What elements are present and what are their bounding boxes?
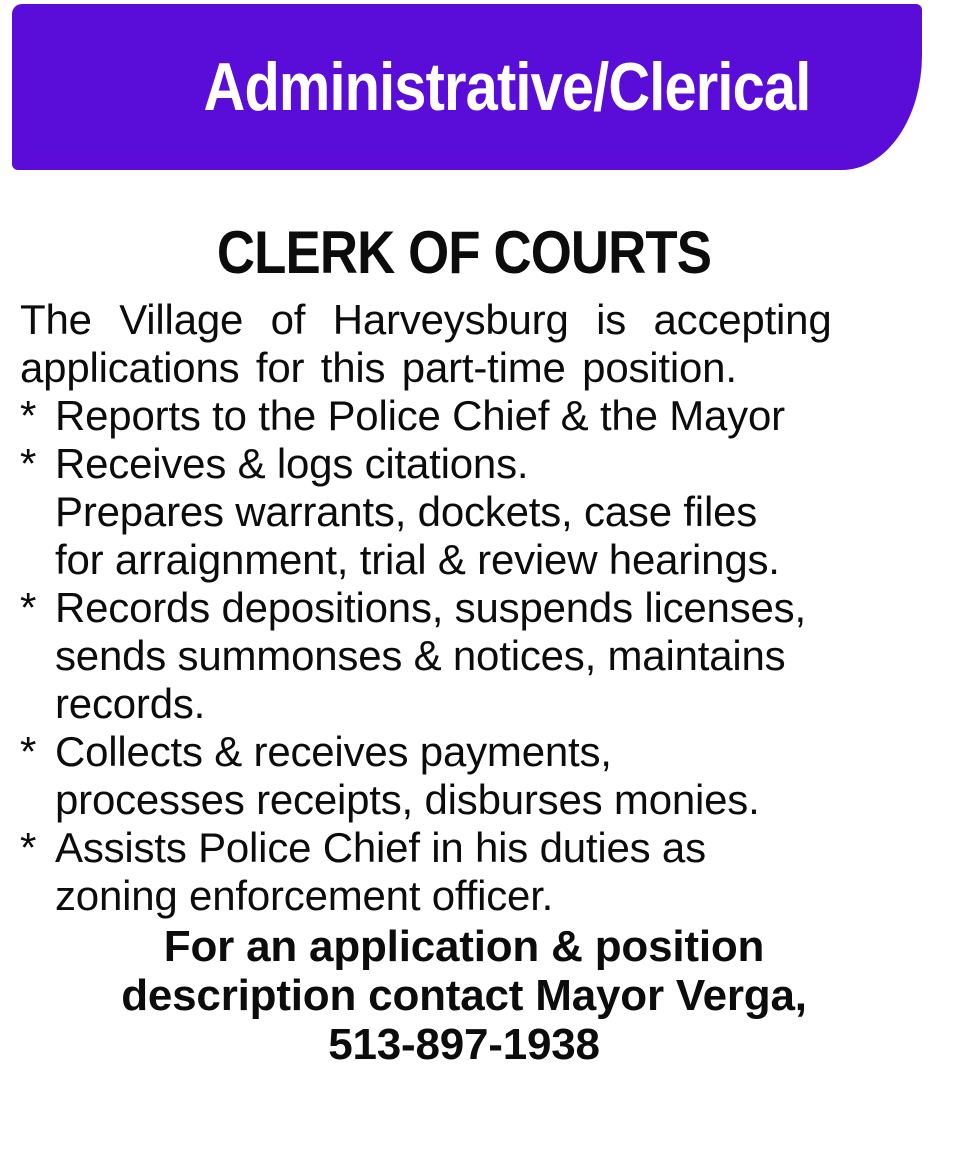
- bullet-line: Records depositions, suspends licenses,: [55, 584, 806, 631]
- category-label: Administrative/Clerical: [203, 49, 811, 125]
- bullet-line: Prepares warrants, dockets, case files: [55, 488, 758, 535]
- bullet-lines: [55, 440, 908, 584]
- bullet-item: [20, 392, 908, 440]
- bullet-marker: *: [20, 440, 37, 487]
- ad-title: CLERK OF COURTS: [216, 219, 712, 286]
- contact-line: description contact Mayor Verga,: [121, 971, 807, 1020]
- intro-line: applications for this part-time position.: [20, 344, 737, 391]
- bullet-line: Assists Police Chief in his duties as: [55, 824, 706, 871]
- bullet-item: [20, 440, 908, 584]
- contact-block: [20, 922, 908, 1069]
- bullet-line: Reports to the Police Chief & the Mayor: [55, 392, 785, 439]
- bullet-line: processes receipts, disburses monies.: [55, 776, 760, 823]
- bullet-marker: *: [20, 584, 37, 631]
- bullet-item: [20, 824, 908, 920]
- bullet-line: zoning enforcement officer.: [55, 872, 554, 919]
- bullet-line: records.: [55, 680, 206, 727]
- bullet-marker: *: [20, 728, 37, 775]
- bullet-line: for arraignment, trial & review hearings.: [55, 536, 780, 583]
- bullet-line: Collects & receives payments,: [55, 728, 612, 775]
- bullet-item: [20, 728, 908, 824]
- bullet-lines: [55, 824, 908, 920]
- bullet-line: Receives & logs citations.: [55, 440, 529, 487]
- bullet-marker: *: [20, 392, 37, 439]
- phone-number: 513-897-1938: [328, 1020, 600, 1069]
- bullet-lines: [55, 584, 908, 728]
- contact-line: For an application & position: [163, 922, 765, 971]
- ad-text: [20, 296, 908, 920]
- bullet-marker: *: [20, 824, 37, 871]
- bullet-line: sends summonses & notices, maintains: [55, 632, 786, 679]
- bullet-lines: [55, 728, 908, 824]
- category-banner: [12, 4, 922, 170]
- intro-line: The Village of Harveysburg is accepting: [20, 296, 832, 343]
- ad-body: [20, 170, 908, 1069]
- bullet-item: [20, 584, 908, 728]
- bullet-lines: [55, 392, 908, 440]
